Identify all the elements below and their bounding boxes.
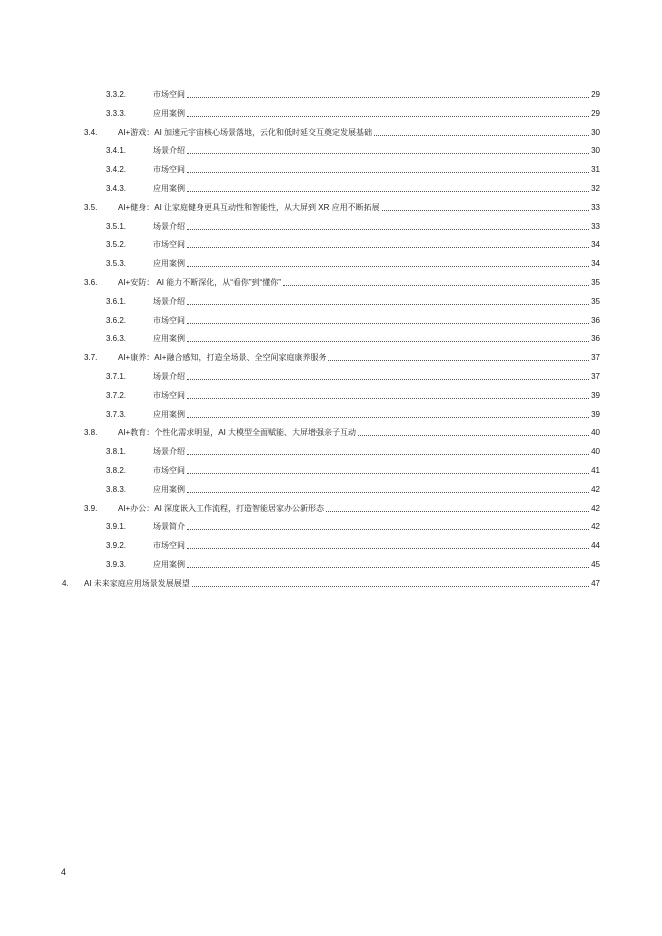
toc-entry-page: 44 — [591, 541, 600, 551]
toc-entry-title: 场景介绍 — [153, 146, 185, 156]
toc-dot-leader — [187, 340, 589, 342]
toc-entry[interactable] — [106, 516, 600, 532]
toc-entry-number: 3.6.2. — [106, 315, 127, 325]
toc-entry-number: 3.4.1. — [106, 146, 127, 156]
toc-entry-number: 3.4.2. — [106, 165, 127, 175]
toc-entry[interactable] — [106, 385, 600, 401]
toc-entry[interactable] — [106, 328, 600, 344]
toc-entry-title: 市场空间 — [153, 541, 185, 551]
toc-entry-number: 3.6. — [84, 278, 98, 287]
toc-dot-leader — [382, 209, 590, 211]
toc-entry-title: 应用案例 — [153, 184, 185, 193]
toc-entry-number: 3.7.2. — [106, 390, 127, 400]
toc-dot-leader — [187, 397, 589, 399]
toc-entry-title: 市场空间 — [153, 165, 185, 175]
toc-dot-leader — [187, 246, 589, 248]
toc-entry[interactable] — [106, 253, 600, 269]
toc-dot-leader — [187, 547, 589, 549]
toc-entry-number: 3.9. — [84, 503, 98, 513]
toc-entry-title: AI+游戏：AI 加速元宇宙核心场景落地，云化和低时延交互奠定发展基础 — [118, 127, 373, 137]
toc-dot-leader — [187, 453, 589, 455]
toc-entry-page: 42 — [591, 503, 600, 513]
toc-entry-number: 3.5.3. — [106, 259, 127, 269]
toc-entry-title: 市场空间 — [153, 466, 185, 475]
toc-entry-title: 场景介绍 — [153, 372, 185, 381]
toc-entry[interactable] — [106, 140, 600, 156]
toc-dot-leader — [187, 228, 589, 230]
toc-dot-leader — [187, 472, 589, 474]
toc-entry-page: 40 — [591, 447, 600, 457]
toc-entry-page: 39 — [591, 409, 600, 419]
toc-entry-title: AI 未来家庭应用场景发展展望 — [84, 578, 190, 588]
toc-entry-title: AI+康养：AI+融合感知，打造全场景、全空间家庭康养服务 — [118, 353, 327, 363]
toc-entry-number: 3.9.1. — [106, 522, 127, 532]
toc-entry-page: 34 — [591, 259, 600, 269]
toc-entry-number: 3.8.2. — [106, 466, 127, 475]
toc-entry[interactable] — [106, 178, 600, 194]
toc-entry-page: 42 — [591, 484, 600, 494]
toc-entry-title: 应用案例 — [153, 259, 185, 269]
toc-entry[interactable] — [84, 422, 600, 438]
toc-entry-title: 场景介绍 — [153, 221, 185, 231]
toc-dot-leader — [187, 378, 589, 380]
toc-dot-leader — [187, 152, 589, 154]
toc-entry-title: AI+安防： AI 能力不断深化，从“看你”到“懂你” — [118, 278, 281, 287]
toc-entry-number: 3.4. — [84, 127, 98, 137]
toc-entry[interactable] — [106, 310, 600, 326]
toc-entry-title: 市场空间 — [153, 315, 185, 325]
toc-entry-page: 30 — [591, 146, 600, 156]
toc-dot-leader — [187, 303, 589, 305]
toc-dot-leader — [187, 115, 589, 117]
toc-entry[interactable] — [106, 159, 600, 175]
toc-entry-number: 3.4.3. — [106, 184, 127, 193]
toc-entry-page: 36 — [591, 315, 600, 325]
toc-entry[interactable] — [62, 573, 600, 589]
toc-entry-number: 4. — [62, 578, 69, 588]
toc-dot-leader — [358, 434, 589, 436]
toc-entry-number: 3.5.1. — [106, 221, 127, 231]
toc-dot-leader — [187, 190, 589, 192]
toc-entry[interactable] — [84, 347, 600, 363]
toc-entry[interactable] — [84, 122, 600, 138]
toc-entry[interactable] — [106, 84, 600, 100]
toc-entry-number: 3.7. — [84, 353, 98, 363]
toc-entry-number: 3.5. — [84, 202, 98, 212]
toc-entry-page: 31 — [591, 165, 600, 175]
toc-entry-page: 47 — [591, 578, 600, 588]
toc-entry[interactable] — [106, 554, 600, 570]
toc-entry[interactable] — [106, 441, 600, 457]
toc-entry-number: 3.9.2. — [106, 541, 127, 551]
toc-dot-leader — [283, 284, 589, 286]
toc-entry-title: AI+办公：AI 深度嵌入工作流程，打造智能居家办公新形态 — [118, 503, 325, 513]
toc-dot-leader — [187, 566, 589, 568]
toc-dot-leader — [326, 510, 589, 512]
toc-entry[interactable] — [106, 291, 600, 307]
toc-entry-title: 应用案例 — [153, 484, 185, 494]
toc-entry-number: 3.6.3. — [106, 334, 127, 344]
toc-dot-leader — [187, 265, 589, 267]
toc-entry-title: AI+健身：AI 让家庭健身更具互动性和智能性，从大屏到 XR 应用不断拓展 — [118, 202, 380, 212]
toc-entry[interactable] — [106, 234, 600, 250]
toc-entry-page: 33 — [591, 202, 600, 212]
toc-entry-number: 3.8.3. — [106, 484, 127, 494]
toc-entry-title: 应用案例 — [153, 334, 185, 344]
toc-entry-title: 应用案例 — [153, 108, 185, 118]
toc-dot-leader — [187, 322, 589, 324]
toc-entry[interactable] — [84, 498, 600, 514]
toc-entry-number: 3.8. — [84, 428, 98, 438]
toc-dot-leader — [187, 171, 589, 173]
toc-entry[interactable] — [84, 272, 600, 288]
toc-entry-number: 3.3.2. — [106, 90, 127, 99]
toc-entry-title: 应用案例 — [153, 560, 185, 569]
toc-entry-page: 36 — [591, 334, 600, 344]
toc-entry-page: 30 — [591, 127, 600, 137]
toc-entry-number: 3.5.2. — [106, 240, 127, 250]
toc-entry-title: 应用案例 — [153, 409, 185, 419]
toc-entry[interactable] — [106, 535, 600, 551]
toc-entry-title: 市场空间 — [153, 240, 185, 250]
toc-entry[interactable] — [84, 197, 600, 213]
toc-entry-number: 3.8.1. — [106, 447, 127, 457]
toc-entry-page: 33 — [591, 221, 600, 231]
toc-entry-page: 45 — [591, 560, 600, 569]
toc-entry[interactable] — [106, 479, 600, 495]
toc-entry-page: 34 — [591, 240, 600, 250]
toc-entry-page: 35 — [591, 296, 600, 306]
toc-entry-title: AI+教育：个性化需求明显，AI 大模型全面赋能、大屏增强亲子互动 — [118, 428, 357, 438]
toc-entry-title: 市场空间 — [153, 90, 185, 99]
toc-entry-number: 3.3.3. — [106, 108, 127, 118]
toc-entry-page: 40 — [591, 428, 600, 438]
toc-entry-page: 37 — [591, 372, 600, 381]
toc-entry-page: 29 — [591, 108, 600, 118]
toc-entry-page: 41 — [591, 466, 600, 475]
toc-entry-number: 3.6.1. — [106, 296, 127, 306]
toc-dot-leader — [192, 585, 589, 587]
page-number: 4 — [61, 867, 67, 877]
toc-dot-leader — [187, 416, 589, 418]
toc-entry-page: 32 — [591, 184, 600, 193]
toc-entry-number: 3.7.3. — [106, 409, 127, 419]
toc-entry[interactable] — [106, 404, 600, 420]
toc-dot-leader — [187, 528, 589, 530]
toc-entry-page: 39 — [591, 390, 600, 400]
toc-entry-page: 37 — [591, 353, 600, 363]
toc-dot-leader — [374, 134, 589, 136]
toc-entry-page: 42 — [591, 522, 600, 532]
toc-entry[interactable] — [106, 366, 600, 382]
toc-dot-leader — [187, 491, 589, 493]
toc-entry[interactable] — [106, 103, 600, 119]
toc-entry-title: 市场空间 — [153, 390, 185, 400]
toc-dot-leader — [187, 96, 589, 98]
toc-entry-number: 3.7.1. — [106, 372, 127, 381]
toc-entry-page: 29 — [591, 90, 600, 99]
toc-entry[interactable] — [106, 460, 600, 476]
toc-entry-title: 场景介绍 — [153, 447, 185, 457]
toc-entry-title: 场景介绍 — [153, 296, 185, 306]
toc-entry[interactable] — [106, 216, 600, 232]
toc-entry-page: 35 — [591, 278, 600, 287]
toc-entry-title: 场景简介 — [153, 522, 185, 532]
toc-dot-leader — [328, 359, 589, 361]
toc-entry-number: 3.9.3. — [106, 560, 127, 569]
